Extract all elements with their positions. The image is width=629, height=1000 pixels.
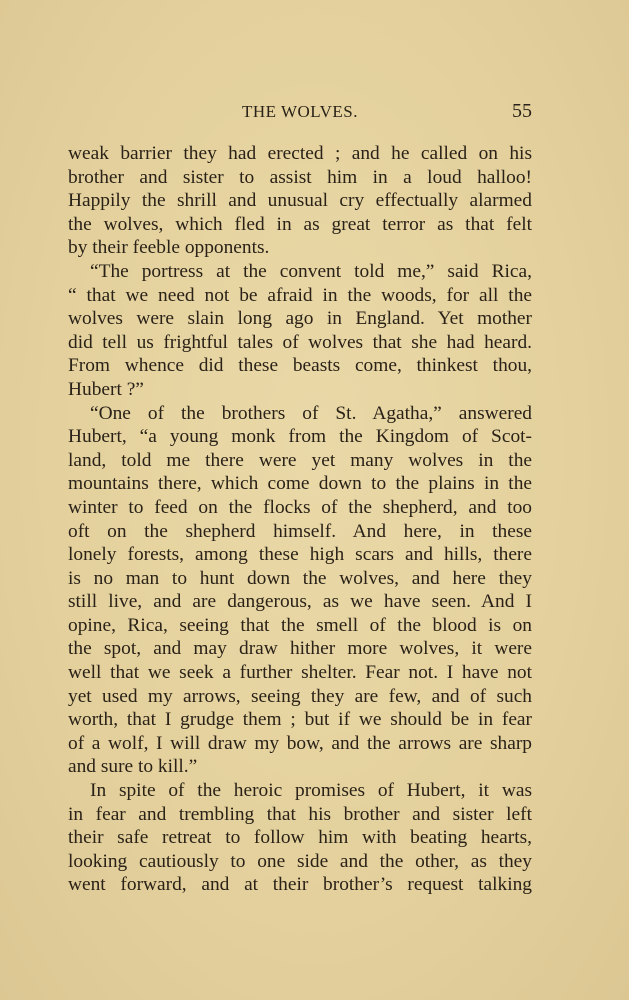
text-line: From whence did these beasts come, thinkest thou, xyxy=(68,355,532,377)
text-line: brother and sister to assist him in a loud halloo! xyxy=(68,166,532,188)
text-line: Hubert, “a young monk from the Kingdom of Scot- xyxy=(68,426,532,448)
text-line: Happily the shrill and unusual cry effectually alarmed xyxy=(68,190,532,212)
text-line: “One of the brothers of St. Agatha,” answered xyxy=(90,402,532,424)
page-number: 55 xyxy=(512,100,532,122)
text-line: In spite of the heroic promises of Hubert, it was xyxy=(90,780,532,802)
text-line: winter to feed on the flocks of the shepherd, and too xyxy=(68,496,532,518)
text-line: “ that we need not be afraid in the woods, for all the xyxy=(68,284,532,306)
running-title: THE WOLVES. xyxy=(242,102,358,121)
running-head xyxy=(68,100,532,124)
text-line: still live, and are dangerous, as we have seen. And I xyxy=(68,591,532,613)
text-line: worth, that I grudge them ; but if we should be in fear xyxy=(68,709,532,731)
text-line: oft on the shepherd himself. And here, in these xyxy=(68,520,532,542)
text-line: the wolves, which fled in as great terror as that felt xyxy=(68,213,532,235)
body-text xyxy=(68,142,532,897)
text-line: yet used my arrows, seeing they are few, and of such xyxy=(68,685,532,707)
text-line: well that we seek a further shelter. Fear not. I have not xyxy=(68,662,532,684)
text-line: lonely forests, among these high scars and hills, there xyxy=(68,544,532,566)
text-line: their safe retreat to follow him with beating hearts, xyxy=(68,827,532,849)
text-line: wolves were slain long ago in England. Yet mother xyxy=(68,308,532,330)
text-line: is no man to hunt down the wolves, and here they xyxy=(68,567,532,589)
text-line: and sure to kill.” xyxy=(68,756,198,778)
text-line: in fear and trembling that his brother and sister left xyxy=(68,803,532,825)
text-line: land, told me there were yet many wolves in the xyxy=(68,449,532,471)
text-line: of a wolf, I will draw my bow, and the arrows are sharp xyxy=(68,732,532,754)
text-line: went forward, and at their brother’s request talking xyxy=(68,874,532,896)
text-line: did tell us frightful tales of wolves that she had heard. xyxy=(68,331,532,353)
text-line: weak barrier they had erected ; and he called on his xyxy=(68,143,532,164)
text-line: by their feeble opponents. xyxy=(68,237,270,259)
text-line: Hubert ?” xyxy=(68,378,144,400)
text-line: mountains there, which come down to the plains in the xyxy=(68,473,532,495)
text-line: the spot, and may draw hither more wolves, it were xyxy=(68,638,532,660)
text-line: opine, Rica, seeing that the smell of the blood is on xyxy=(68,614,532,636)
text-line: looking cautiously to one side and the other, as they xyxy=(68,850,532,872)
text-line: “The portress at the convent told me,” said Rica, xyxy=(90,260,532,282)
